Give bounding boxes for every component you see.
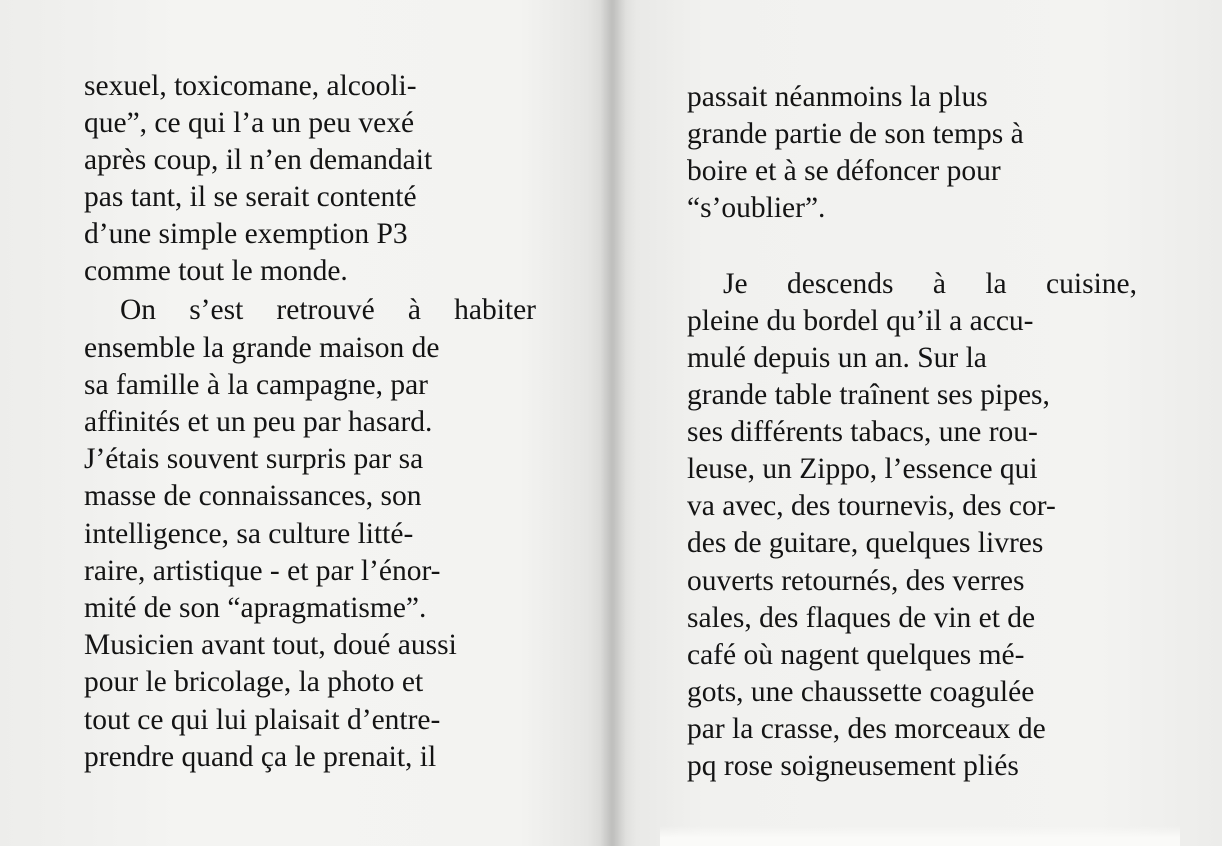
text-line: Je descends à la cuisine, bbox=[723, 268, 1137, 300]
text-line: passait néanmoins la plus bbox=[687, 81, 988, 113]
text-line: On s’est retrouvé à habiter bbox=[120, 294, 536, 326]
text-line: intelligence, sa culture litté- bbox=[84, 518, 414, 550]
text-line: comme tout le monde. bbox=[84, 255, 348, 287]
text-line: J’étais souvent surpris par sa bbox=[84, 443, 424, 475]
text-line: leuse, un Zippo, l’essence qui bbox=[687, 453, 1038, 485]
text-line: après coup, il n’en demandait bbox=[84, 144, 433, 176]
text-line: Musicien avant tout, doué aussi bbox=[84, 629, 457, 661]
text-line: masse de connaissances, son bbox=[84, 480, 422, 512]
text-line: raire, artistique - et par l’énor- bbox=[84, 555, 441, 587]
text-line: grande table traînent ses pipes, bbox=[687, 379, 1050, 411]
text-line: gots, une chaussette coagulée bbox=[687, 676, 1035, 708]
text-line: mulé depuis un an. Sur la bbox=[687, 342, 987, 374]
text-line: pour le bricolage, la photo et bbox=[84, 666, 424, 698]
book-gutter bbox=[600, 0, 626, 846]
text-line: boire et à se défoncer pour bbox=[687, 155, 1001, 187]
text-line: que”, ce qui l’a un peu vexé bbox=[84, 107, 415, 139]
text-line: sexuel, toxicomane, alcooli- bbox=[84, 70, 417, 102]
text-line: pas tant, il se serait contenté bbox=[84, 181, 417, 213]
text-line: d’une simple exemption P3 bbox=[84, 218, 408, 250]
text-line: tout ce qui lui plaisait d’entre- bbox=[84, 704, 441, 736]
text-line: café où nagent quelques mé- bbox=[687, 639, 1025, 671]
text-line: affinités et un peu par hasard. bbox=[84, 406, 433, 438]
text-line: grande partie de son temps à bbox=[687, 118, 1024, 150]
text-line: pq rose soigneusement pliés bbox=[687, 750, 1019, 782]
text-line: ses différents tabacs, une rou- bbox=[687, 416, 1038, 448]
text-line: mité de son “apragmatisme”. bbox=[84, 592, 427, 624]
text-line: prendre quand ça le prenait, il bbox=[84, 741, 437, 773]
text-line: sa famille à la campagne, par bbox=[84, 369, 428, 401]
text-line: par la crasse, des morceaux de bbox=[687, 713, 1046, 745]
text-line: sales, des flaques de vin et de bbox=[687, 602, 1036, 634]
text-line: ensemble la grande maison de bbox=[84, 332, 440, 364]
text-line: pleine du bordel qu’il a accu- bbox=[687, 305, 1034, 337]
text-line: des de guitare, quelques livres bbox=[687, 527, 1044, 559]
page-bottom-edge bbox=[660, 826, 1180, 846]
text-line: va avec, des tournevis, des cor- bbox=[687, 490, 1056, 522]
text-line: ouverts retournés, des verres bbox=[687, 565, 1025, 597]
text-line: “s’oublier”. bbox=[687, 192, 826, 224]
